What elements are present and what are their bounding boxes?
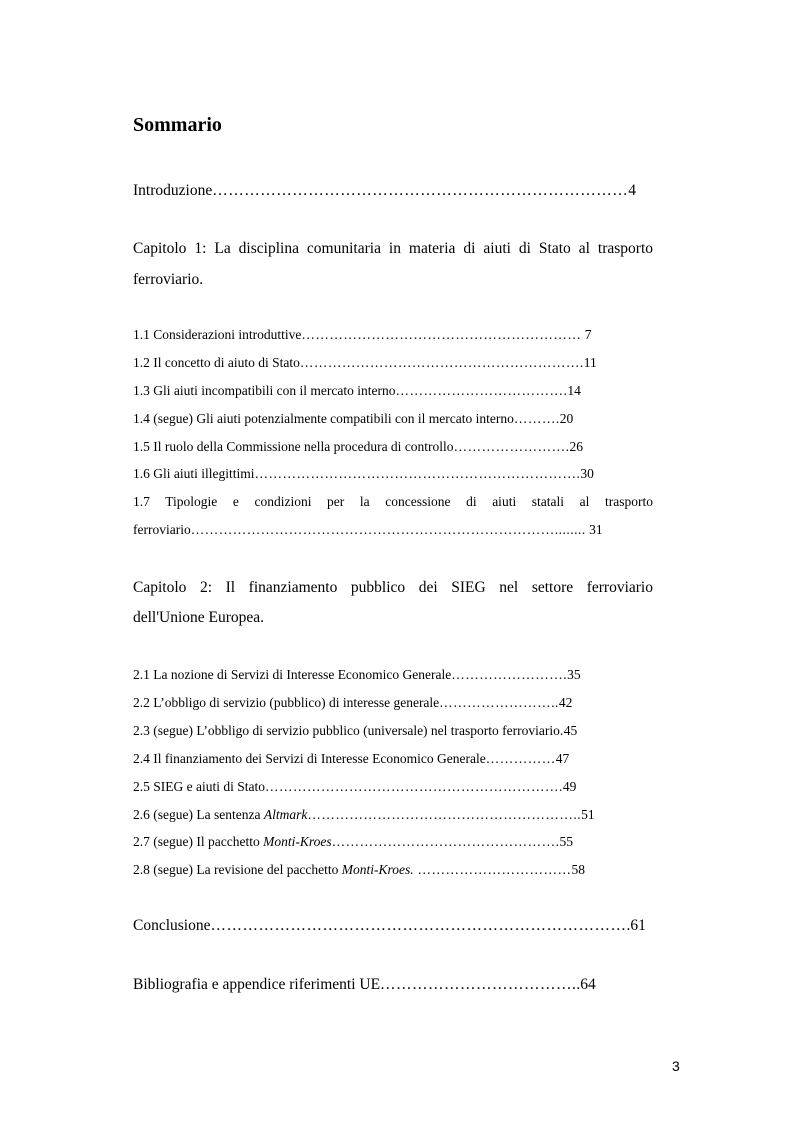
toc-entry-label: 2.6 (segue) La sentenza xyxy=(133,807,264,822)
toc-entry[interactable] xyxy=(133,751,569,767)
toc-leader-dots: ……………………………………………………………. xyxy=(254,466,581,481)
toc-entry-bibliografia[interactable] xyxy=(133,976,596,994)
toc-entry[interactable] xyxy=(133,522,603,538)
toc-entry-page: 49 xyxy=(562,779,577,794)
toc-entry-label: 1.2 Il concetto di aiuto di Stato xyxy=(133,355,300,370)
toc-entry-page: 4 xyxy=(628,182,636,199)
toc-entry-label: 1.6 Gli aiuti illegittimi xyxy=(133,466,255,481)
toc-entry-page: 11 xyxy=(583,355,597,370)
toc-leader-dots: ……………………………………………………. xyxy=(299,355,584,370)
toc-entry-page: 55 xyxy=(559,834,573,849)
toc-entry-label: 2.5 SIEG e aiuti di Stato xyxy=(133,779,265,794)
toc-leader-dots: …………………….. xyxy=(439,695,559,710)
toc-entry-label: 2.7 (segue) Il pacchetto xyxy=(133,834,264,849)
toc-leader-dots: ………………………………………………………. xyxy=(265,779,563,794)
chapter-1-heading-line2[interactable]: ferroviario. xyxy=(133,271,204,288)
toc-entry[interactable] xyxy=(133,779,576,795)
toc-entry-page: 35 xyxy=(567,667,581,682)
chapter-2-heading-line1[interactable]: Capitolo 2: Il finanziamento pubblico dei SIEG nel settore ferroviario xyxy=(133,579,653,596)
toc-entry[interactable] xyxy=(133,466,594,482)
toc-entry[interactable] xyxy=(133,723,577,739)
toc-entry-label: ferroviario xyxy=(133,522,191,537)
toc-entry-conclusione[interactable] xyxy=(133,917,646,935)
toc-leader-dots: …………………………… xyxy=(413,862,572,877)
toc-entry[interactable] xyxy=(133,862,585,878)
toc-entry[interactable] xyxy=(133,667,581,683)
toc-entry-italic: Altmark xyxy=(263,807,308,822)
toc-entry-label: 2.3 (segue) L’obbligo di servizio pubblico (universale) nel trasporto ferroviario xyxy=(133,723,560,738)
toc-leader-dots: …………………………………………………………………… xyxy=(210,917,627,934)
toc-leader-dots: ………………………………. xyxy=(395,383,568,398)
toc-entry-label: 1.5 Il ruolo della Commissione nella procedura di controllo xyxy=(133,439,454,454)
toc-entry[interactable] xyxy=(133,695,572,711)
toc-entry-page: .64 xyxy=(576,976,596,993)
toc-entry-page: .61 xyxy=(626,917,646,934)
toc-leader-dots: …………………………………………………… xyxy=(301,327,582,342)
toc-entry-page: 20 xyxy=(559,411,574,426)
toc-entry-italic: Monti-Kroes. xyxy=(341,862,414,877)
toc-entry-label: 1.3 Gli aiuti incompatibili con il mercato interno xyxy=(133,383,396,398)
toc-leader-dots: ………. xyxy=(513,411,560,426)
toc-leader-dots: ……………………………………………………………………........ xyxy=(190,522,586,537)
toc-entry-page: 14 xyxy=(567,383,581,398)
toc-entry-page: 7 xyxy=(581,327,592,342)
toc-entry-label: Introduzione xyxy=(133,182,213,199)
toc-entry-page: 31 xyxy=(585,522,603,537)
toc-entry-italic: Monti-Kroes xyxy=(263,834,332,849)
toc-entry[interactable] xyxy=(133,834,573,850)
toc-entry-introduzione[interactable] xyxy=(133,182,636,200)
toc-entry-line1[interactable]: 1.7 Tipologie e condizioni per la concessione di aiuti statali al trasporto xyxy=(133,494,653,509)
toc-leader-dots: ………………………………………………….. xyxy=(307,807,582,822)
toc-leader-dots: …………………………………………. xyxy=(331,834,560,849)
toc-entry[interactable] xyxy=(133,355,597,371)
toc-leader-dots: ………………………………. xyxy=(380,976,577,993)
chapter-1-heading-line1[interactable]: Capitolo 1: La disciplina comunitaria in materia di aiuti di Stato al trasporto xyxy=(133,240,653,257)
toc-entry[interactable] xyxy=(133,383,581,399)
toc-leader-dots: . xyxy=(559,723,564,738)
toc-leader-dots: ……………………. xyxy=(453,439,570,454)
toc-entry-label: 2.2 L’obbligo di servizio (pubblico) di interesse generale xyxy=(133,695,440,710)
toc-entry-label: 2.4 Il finanziamento dei Servizi di Interesse Economico Generale xyxy=(133,751,486,766)
toc-leader-dots: …………… xyxy=(485,751,556,766)
toc-entry-page: 51 xyxy=(581,807,595,822)
page-title: Sommario xyxy=(133,114,222,136)
toc-entry-label: 1.4 (segue) Gli aiuti potenzialmente compatibili con il mercato interno xyxy=(133,411,514,426)
toc-entry-page: 47 xyxy=(555,751,570,766)
toc-entry-label: 2.8 (segue) La revisione del pacchetto xyxy=(133,862,342,877)
toc-entry-label: 2.1 La nozione di Servizi di Interesse Economico Generale xyxy=(133,667,452,682)
toc-entry-page: 30 xyxy=(580,466,594,481)
toc-entry[interactable] xyxy=(133,807,595,823)
toc-leader-dots: ……………………. xyxy=(451,667,568,682)
toc-entry-page: 45 xyxy=(563,723,578,738)
toc-entry-page: 58 xyxy=(571,862,586,877)
toc-entry-label: 1.1 Considerazioni introduttive xyxy=(133,327,302,342)
toc-entry[interactable] xyxy=(133,327,591,343)
toc-entry-label: Bibliografia e appendice riferimenti UE xyxy=(133,976,381,993)
toc-entry[interactable] xyxy=(133,439,583,455)
toc-entry-page: 42 xyxy=(558,695,573,710)
toc-entry-page: 26 xyxy=(569,439,583,454)
toc-entry[interactable] xyxy=(133,411,573,427)
toc-entry-label: Conclusione xyxy=(133,917,211,934)
chapter-2-heading-line2[interactable]: dell'Unione Europea. xyxy=(133,609,265,626)
page-number: 3 xyxy=(672,1058,680,1074)
toc-leader-dots: …………………………………………………………………… xyxy=(212,182,629,199)
